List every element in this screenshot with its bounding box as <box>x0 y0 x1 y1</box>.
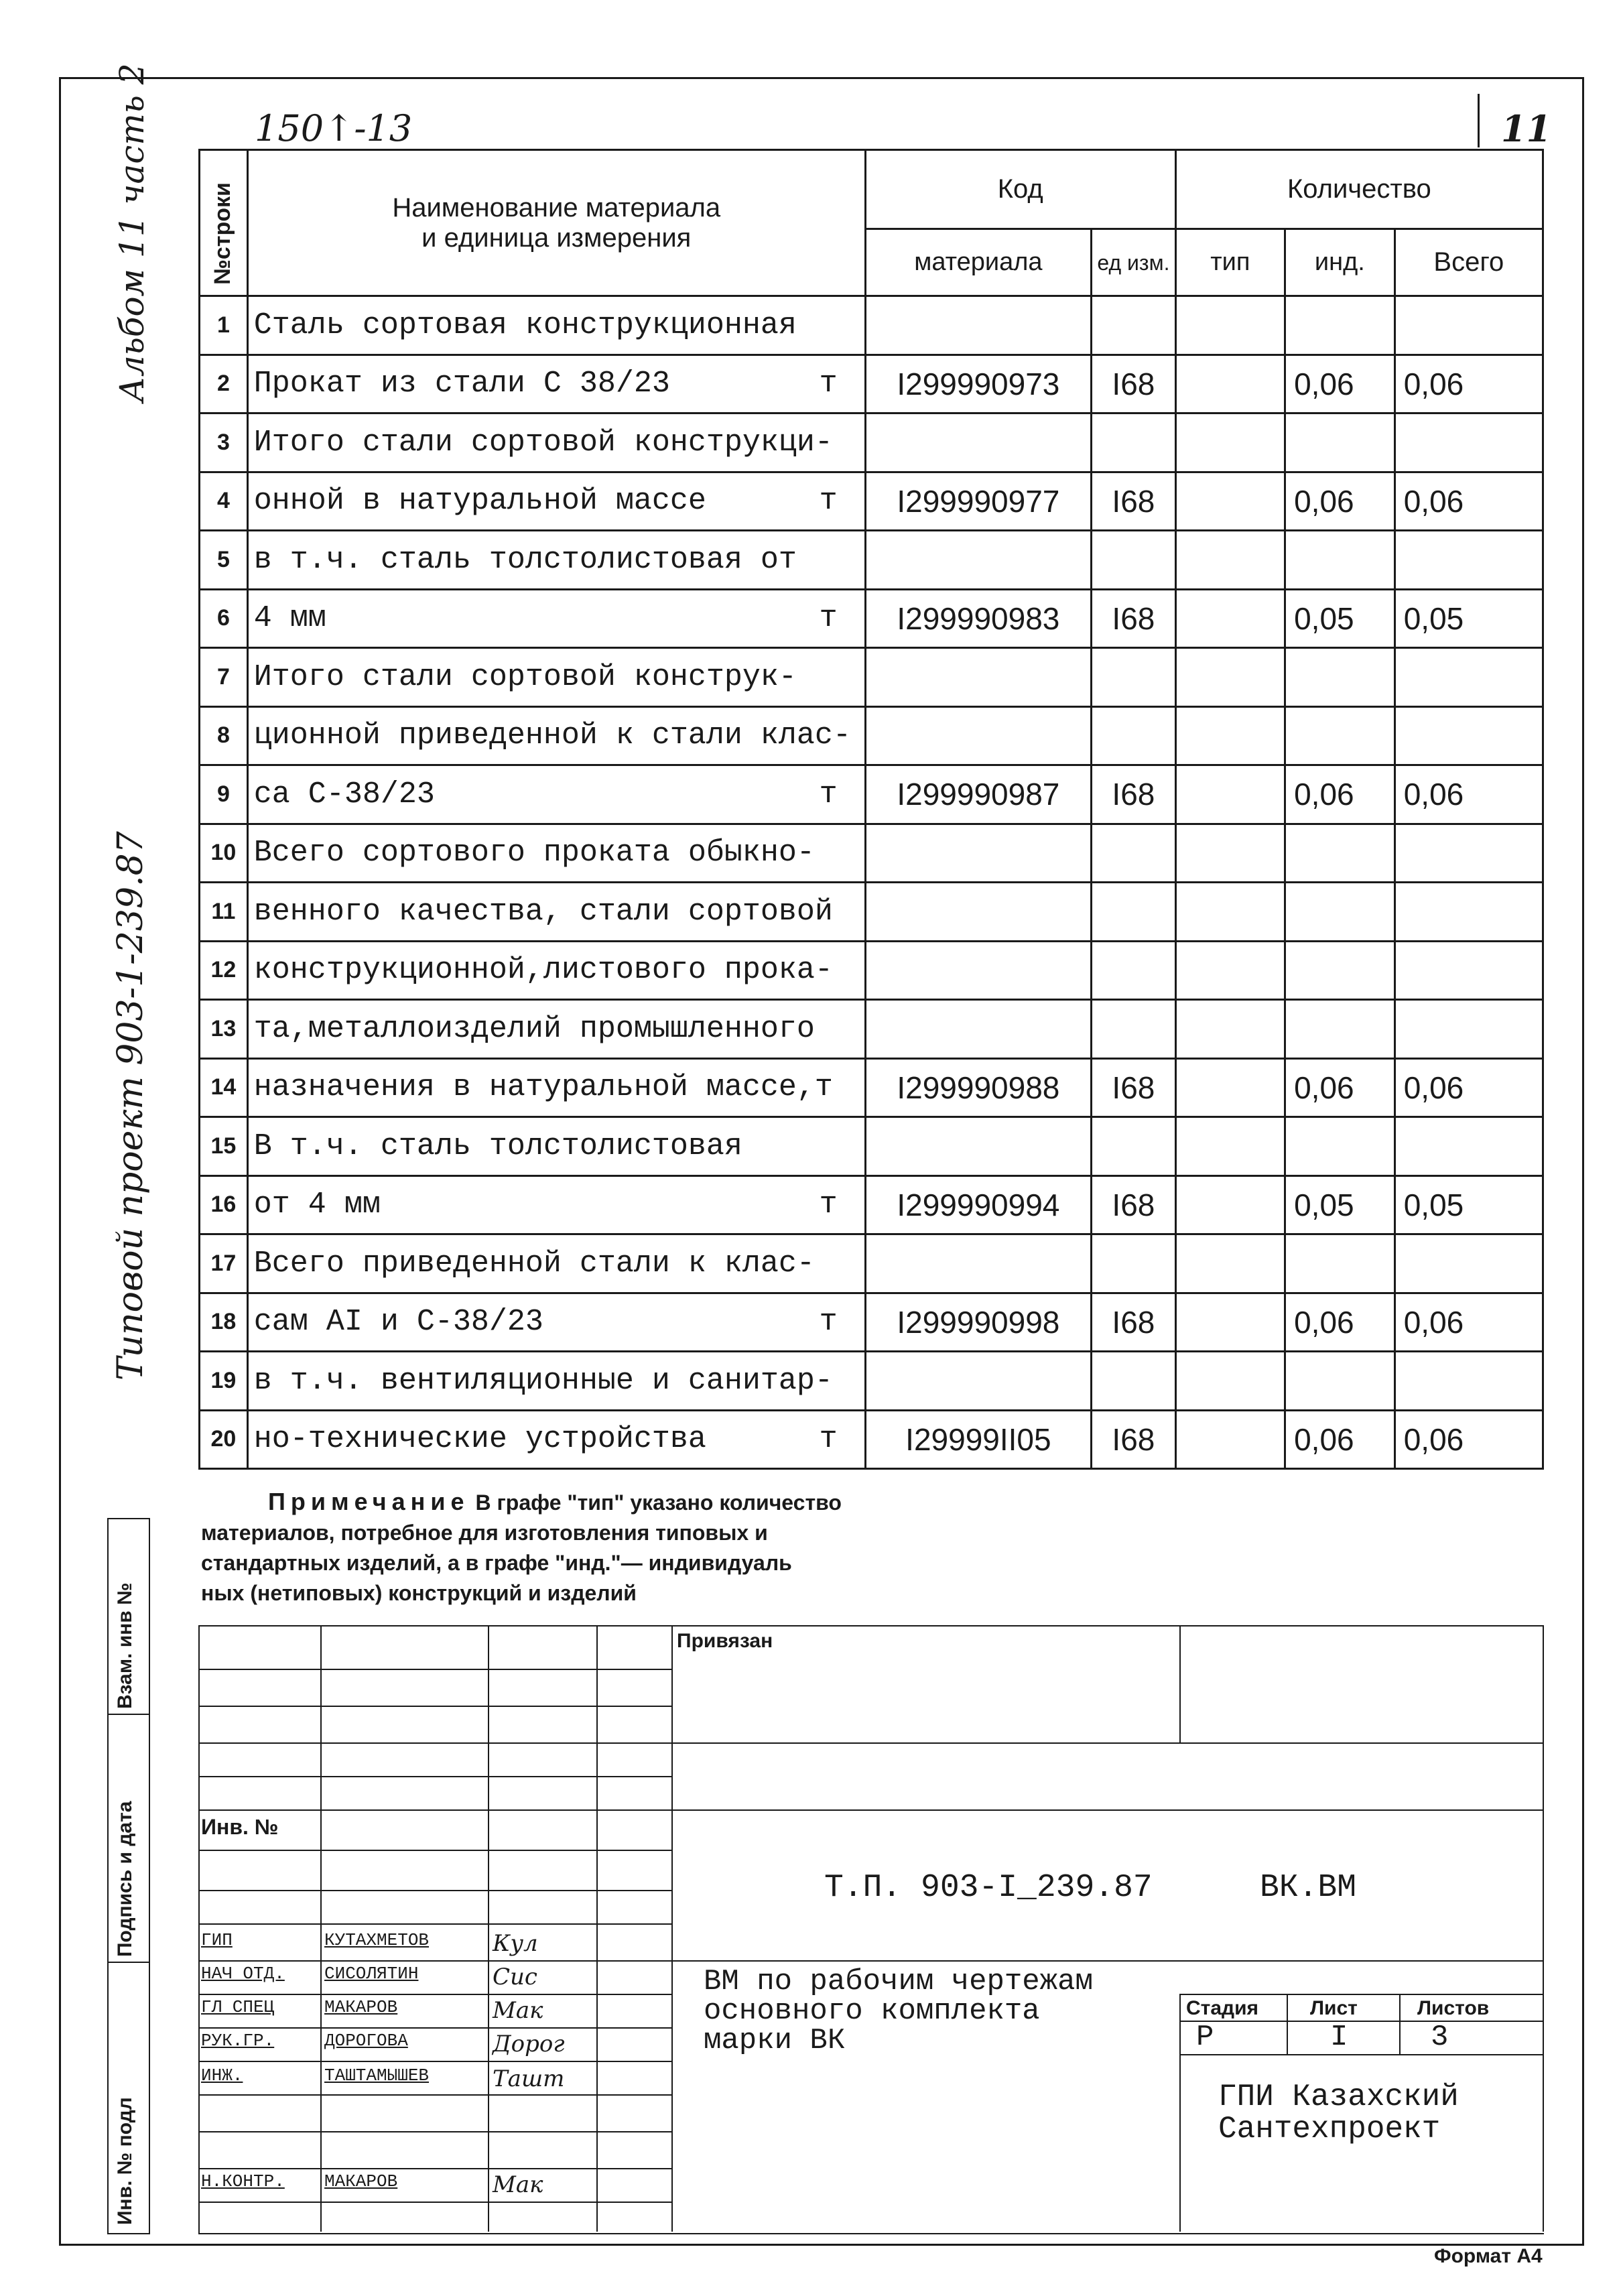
material-name <box>247 413 865 472</box>
material-name <box>247 824 865 883</box>
material-name-text: са С-38/23 <box>253 777 435 812</box>
qty-ind <box>1285 824 1395 883</box>
col-qty-type: тип <box>1175 229 1285 296</box>
table-row <box>200 472 1543 531</box>
row-number: 14 <box>200 1058 248 1117</box>
person-role: Н.КОНТР. <box>201 2171 285 2191</box>
tb-vline <box>320 1625 322 2232</box>
org-line2: Сантехпроект <box>1218 2112 1441 2147</box>
tb-hline <box>198 1742 1543 1744</box>
qty-total <box>1394 706 1543 765</box>
stage-label: Стадия <box>1186 1997 1259 2019</box>
note-block <box>201 1486 1139 1608</box>
qty-total: 0,06 <box>1394 355 1543 413</box>
qty-ind <box>1285 1352 1395 1411</box>
qty-type <box>1175 1410 1285 1469</box>
person-signature: Мак <box>493 2171 543 2198</box>
tb-hline <box>198 1809 1543 1811</box>
material-name <box>247 1058 865 1117</box>
row-number: 1 <box>200 296 248 355</box>
tb-hline <box>1179 1994 1543 1995</box>
tb-vline <box>1399 1994 1401 2054</box>
material-name-text: 4 мм <box>253 601 326 636</box>
inv-no-label: Инв. № <box>201 1815 279 1839</box>
sheets-label: Листов <box>1417 1997 1490 2019</box>
unit-code <box>1092 883 1176 942</box>
material-name-text: от 4 мм <box>253 1188 381 1222</box>
table-row <box>200 1058 1543 1117</box>
tb-hline <box>198 1923 671 1925</box>
material-name <box>247 531 865 590</box>
table-row <box>200 413 1543 472</box>
material-name-text: ционной приведенной к стали клас- <box>253 718 851 753</box>
material-name-text: назначения в натуральной массе,т <box>253 1070 833 1105</box>
qty-total: 0,06 <box>1394 1293 1543 1352</box>
tb-vline <box>1287 1994 1288 2054</box>
material-name-text: та,металлоизделий промышленного <box>253 1011 815 1046</box>
qty-type <box>1175 1293 1285 1352</box>
material-name-text: но-технические устройства <box>253 1422 706 1457</box>
qty-ind <box>1285 296 1395 355</box>
qty-total <box>1394 648 1543 707</box>
qty-type <box>1175 589 1285 648</box>
qty-ind: 0,05 <box>1285 589 1395 648</box>
tb-hline <box>198 2027 671 2029</box>
qty-type <box>1175 706 1285 765</box>
qty-total <box>1394 296 1543 355</box>
unit-code <box>1092 531 1176 590</box>
page-number: 11 <box>1501 107 1552 150</box>
qty-type <box>1175 296 1285 355</box>
side-project-label: Типовой проект 903-1-239.87 <box>111 831 151 1381</box>
qty-total <box>1394 1000 1543 1059</box>
material-code: I299990987 <box>865 765 1091 824</box>
unit-code: I68 <box>1092 472 1176 531</box>
qty-type <box>1175 1117 1285 1176</box>
material-name-text: Итого стали сортовой конструк- <box>253 659 797 694</box>
qty-type <box>1175 413 1285 472</box>
organization <box>1218 2081 1459 2145</box>
document-mark: ВК.ВМ <box>1260 1870 1357 1906</box>
qty-total: 0,06 <box>1394 1410 1543 1469</box>
person-role: ИНЖ. <box>201 2065 243 2086</box>
qty-type <box>1175 648 1285 707</box>
material-name <box>247 941 865 1000</box>
specification-table <box>198 149 1544 1470</box>
material-name <box>247 1352 865 1411</box>
unit-code: I68 <box>1092 1293 1176 1352</box>
stage-value: Р <box>1196 2021 1214 2054</box>
privyazan-label: Привязан <box>677 1630 773 1652</box>
unit-code: I68 <box>1092 1175 1176 1234</box>
sheet-label: Лист <box>1310 1997 1358 2019</box>
sheet-value: I <box>1330 2021 1348 2054</box>
row-number: 5 <box>200 531 248 590</box>
row-number: 9 <box>200 765 248 824</box>
unit-text: т <box>819 484 838 519</box>
material-name-text: конструкционной,листового прока- <box>253 953 833 988</box>
material-code <box>865 941 1091 1000</box>
material-name <box>247 1000 865 1059</box>
title-line2: основного комплекта <box>704 1994 1040 2028</box>
qty-type <box>1175 941 1285 1000</box>
qty-type <box>1175 883 1285 942</box>
qty-ind: 0,06 <box>1285 1058 1395 1117</box>
qty-ind: 0,06 <box>1285 1410 1395 1469</box>
title-text <box>704 1967 1093 2055</box>
tb-vline <box>671 1625 673 2232</box>
tb-vline <box>1179 1994 1181 2232</box>
unit-code <box>1092 648 1176 707</box>
material-code <box>865 824 1091 883</box>
note-line3: стандартных изделий, а в графе "инд."— индивидуаль <box>201 1551 792 1575</box>
table-row <box>200 941 1543 1000</box>
qty-type <box>1175 1175 1285 1234</box>
tb-hline <box>198 1994 671 1995</box>
material-name-text: в т.ч. сталь толстолистовая от <box>253 542 797 577</box>
qty-total: 0,06 <box>1394 472 1543 531</box>
tb-vline <box>1179 1625 1181 1742</box>
qty-type <box>1175 1058 1285 1117</box>
row-number: 20 <box>200 1410 248 1469</box>
qty-total: 0,06 <box>1394 765 1543 824</box>
tb-hline <box>198 1850 671 1851</box>
person-name: КУТАХМЕТОВ <box>324 1930 430 1950</box>
material-code: I299990998 <box>865 1293 1091 1352</box>
qty-total: 0,05 <box>1394 1175 1543 1234</box>
person-name: МАКАРОВ <box>324 1997 398 2017</box>
tb-hline <box>1179 2054 1543 2055</box>
tb-hline <box>198 1960 1543 1962</box>
material-code <box>865 1234 1091 1293</box>
tb-vline <box>488 1625 489 2232</box>
unit-code: I68 <box>1092 355 1176 413</box>
designation: Т.П. 903-I_239.87 <box>824 1870 1153 1906</box>
tb-hline <box>198 2202 671 2203</box>
qty-total <box>1394 413 1543 472</box>
tb-hline <box>198 1706 671 1707</box>
row-number: 17 <box>200 1234 248 1293</box>
table-row <box>200 1234 1543 1293</box>
unit-text: т <box>819 1305 838 1340</box>
person-signature: Кул <box>493 1930 538 1957</box>
row-number: 19 <box>200 1352 248 1411</box>
row-number: 15 <box>200 1117 248 1176</box>
tb-hline <box>198 2094 671 2096</box>
material-name-text: Сталь сортовая конструкционная <box>253 308 797 342</box>
tb-hline <box>198 2168 671 2169</box>
material-code <box>865 1117 1091 1176</box>
col-qty-ind: инд. <box>1285 229 1395 296</box>
row-number: 6 <box>200 589 248 648</box>
unit-code <box>1092 824 1176 883</box>
qty-type <box>1175 1234 1285 1293</box>
table-row <box>200 296 1543 355</box>
material-code: I299990973 <box>865 355 1091 413</box>
material-name <box>247 765 865 824</box>
unit-code: I68 <box>1092 589 1176 648</box>
qty-type <box>1175 765 1285 824</box>
qty-total <box>1394 531 1543 590</box>
qty-type <box>1175 1352 1285 1411</box>
col-code-unit: ед изм. <box>1092 229 1176 296</box>
material-name <box>247 296 865 355</box>
person-role: НАЧ ОТД. <box>201 1964 285 1984</box>
row-number: 10 <box>200 824 248 883</box>
side-vz-inv: Взам. инв № <box>114 1582 136 1709</box>
qty-total <box>1394 824 1543 883</box>
note-line2: материалов, потребное для изготовления типовых и <box>201 1521 768 1545</box>
person-role: РУК.ГР. <box>201 2031 275 2051</box>
material-code: I299990983 <box>865 589 1091 648</box>
material-name <box>247 355 865 413</box>
unit-text: т <box>819 601 838 636</box>
col-name-header: Наименование материала и единица измерения <box>247 150 865 296</box>
table-row <box>200 1293 1543 1352</box>
table-row <box>200 883 1543 942</box>
material-name <box>247 472 865 531</box>
qty-total: 0,05 <box>1394 589 1543 648</box>
unit-code <box>1092 1352 1176 1411</box>
qty-type <box>1175 531 1285 590</box>
person-signature: Сис <box>493 1964 537 1990</box>
row-number: 4 <box>200 472 248 531</box>
material-code <box>865 413 1091 472</box>
unit-code <box>1092 1234 1176 1293</box>
material-name <box>247 883 865 942</box>
qty-total <box>1394 883 1543 942</box>
unit-code <box>1092 941 1176 1000</box>
table-row <box>200 1410 1543 1469</box>
person-role: ГИП <box>201 1930 233 1950</box>
table-row <box>200 1352 1543 1411</box>
col-qty-header: Количество <box>1175 150 1543 229</box>
qty-ind <box>1285 1000 1395 1059</box>
material-code <box>865 706 1091 765</box>
person-signature: Дорог <box>493 2031 565 2057</box>
qty-total <box>1394 1352 1543 1411</box>
row-number: 8 <box>200 706 248 765</box>
person-name: ДОРОГОВА <box>324 2031 408 2051</box>
material-name <box>247 1234 865 1293</box>
side-album-label: Альбом 11 часть 2 <box>113 63 151 402</box>
qty-type <box>1175 1000 1285 1059</box>
row-number: 7 <box>200 648 248 707</box>
unit-code <box>1092 413 1176 472</box>
material-name-text: Всего сортового проката обыкно- <box>253 836 815 871</box>
org-line1: ГПИ Казахский <box>1218 2080 1459 2114</box>
material-name-text: в т.ч. вентиляционные и санитар- <box>253 1363 833 1398</box>
material-code <box>865 296 1091 355</box>
material-code: I299990988 <box>865 1058 1091 1117</box>
qty-total <box>1394 941 1543 1000</box>
qty-ind <box>1285 413 1395 472</box>
person-role: ГЛ СПЕЦ <box>201 1997 275 2017</box>
material-name-text: Всего приведенной стали к клас- <box>253 1246 815 1281</box>
qty-total <box>1394 1234 1543 1293</box>
qty-ind <box>1285 883 1395 942</box>
row-number: 18 <box>200 1293 248 1352</box>
material-name <box>247 589 865 648</box>
note-line4: ных (нетиповых) конструкций и изделий <box>201 1581 637 1605</box>
col-code-material: материала <box>865 229 1091 296</box>
format-label: Формат А4 <box>1434 2245 1543 2267</box>
person-name: ТАШТАМЫШЕВ <box>324 2065 430 2086</box>
material-name-text: В т.ч. сталь толстолистовая <box>253 1129 742 1163</box>
qty-type <box>1175 824 1285 883</box>
table-row <box>200 648 1543 707</box>
qty-ind <box>1285 941 1395 1000</box>
col-code-header: Код <box>865 150 1175 229</box>
side-sign-date: Подпись и дата <box>114 1801 136 1957</box>
row-number: 11 <box>200 883 248 942</box>
qty-ind <box>1285 706 1395 765</box>
row-number: 13 <box>200 1000 248 1059</box>
unit-code <box>1092 1117 1176 1176</box>
table-row <box>200 531 1543 590</box>
unit-text: т <box>819 1188 838 1222</box>
unit-code: I68 <box>1092 1410 1176 1469</box>
note-title: Примечание <box>268 1488 470 1515</box>
material-name <box>247 1175 865 1234</box>
row-number: 2 <box>200 355 248 413</box>
qty-ind <box>1285 1234 1395 1293</box>
qty-total <box>1394 1117 1543 1176</box>
table-row <box>200 1000 1543 1059</box>
material-code: I299990994 <box>865 1175 1091 1234</box>
unit-code: I68 <box>1092 765 1176 824</box>
person-signature: Мак <box>493 1997 543 2024</box>
unit-code: I68 <box>1092 1058 1176 1117</box>
unit-code <box>1092 296 1176 355</box>
material-name <box>247 1293 865 1352</box>
material-name <box>247 648 865 707</box>
table-row <box>200 355 1543 413</box>
unit-text: т <box>819 1422 838 1457</box>
col-rowno-header: №строки <box>200 150 248 296</box>
tb-vline <box>596 1625 598 2232</box>
material-name-text: сам АI и С-38/23 <box>253 1305 543 1340</box>
person-name: МАКАРОВ <box>324 2171 398 2191</box>
qty-ind: 0,06 <box>1285 1293 1395 1352</box>
qty-ind <box>1285 531 1395 590</box>
sheets-value: 3 <box>1431 2021 1449 2054</box>
material-code <box>865 1000 1091 1059</box>
qty-ind: 0,05 <box>1285 1175 1395 1234</box>
material-name <box>247 1117 865 1176</box>
material-name-text: Итого стали сортовой конструкци- <box>253 425 833 460</box>
tb-hline <box>1179 2021 1543 2022</box>
row-number: 12 <box>200 941 248 1000</box>
material-name <box>247 706 865 765</box>
col-qty-total: Всего <box>1394 229 1543 296</box>
unit-code <box>1092 706 1176 765</box>
table-row <box>200 589 1543 648</box>
unit-code <box>1092 1000 1176 1059</box>
page-number-box <box>1478 94 1480 147</box>
qty-ind <box>1285 648 1395 707</box>
side-inv-podl: Инв. № подл <box>114 2097 136 2225</box>
qty-ind <box>1285 1117 1395 1176</box>
tb-hline <box>198 1669 671 1670</box>
tb-hline <box>198 1890 671 1891</box>
person-signature: Ташт <box>493 2065 565 2092</box>
unit-text: т <box>819 367 838 401</box>
material-name-text: Прокат из стали С 38/23 <box>253 367 670 401</box>
note-line1: В графе "тип" указано количество <box>475 1490 842 1515</box>
qty-ind: 0,06 <box>1285 472 1395 531</box>
material-name-text: онной в натуральной массе <box>253 484 706 519</box>
material-code <box>865 531 1091 590</box>
unit-text: т <box>819 777 838 812</box>
qty-ind: 0,06 <box>1285 355 1395 413</box>
table-row <box>200 706 1543 765</box>
tb-hline <box>198 2061 671 2062</box>
table-row <box>200 765 1543 824</box>
material-code: I29999II05 <box>865 1410 1091 1469</box>
table-row <box>200 1117 1543 1176</box>
title-line3: марки ВК <box>704 2024 846 2057</box>
table-row <box>200 1175 1543 1234</box>
material-code <box>865 648 1091 707</box>
tb-vline <box>1543 1625 1544 2232</box>
tb-hline <box>198 1776 671 1777</box>
material-code <box>865 1352 1091 1411</box>
album-code: 150↑-13 <box>255 107 413 149</box>
material-code: I299990977 <box>865 472 1091 531</box>
qty-ind: 0,06 <box>1285 765 1395 824</box>
row-number: 3 <box>200 413 248 472</box>
qty-type <box>1175 355 1285 413</box>
row-number: 16 <box>200 1175 248 1234</box>
table-row <box>200 824 1543 883</box>
material-name <box>247 1410 865 1469</box>
person-name: СИСОЛЯТИН <box>324 1964 419 1984</box>
title-line1: ВМ по рабочим чертежам <box>704 1965 1093 1998</box>
qty-total: 0,06 <box>1394 1058 1543 1117</box>
material-name-text: венного качества, стали сортовой <box>253 894 833 929</box>
qty-type <box>1175 472 1285 531</box>
material-code <box>865 883 1091 942</box>
tb-hline <box>198 2131 671 2132</box>
